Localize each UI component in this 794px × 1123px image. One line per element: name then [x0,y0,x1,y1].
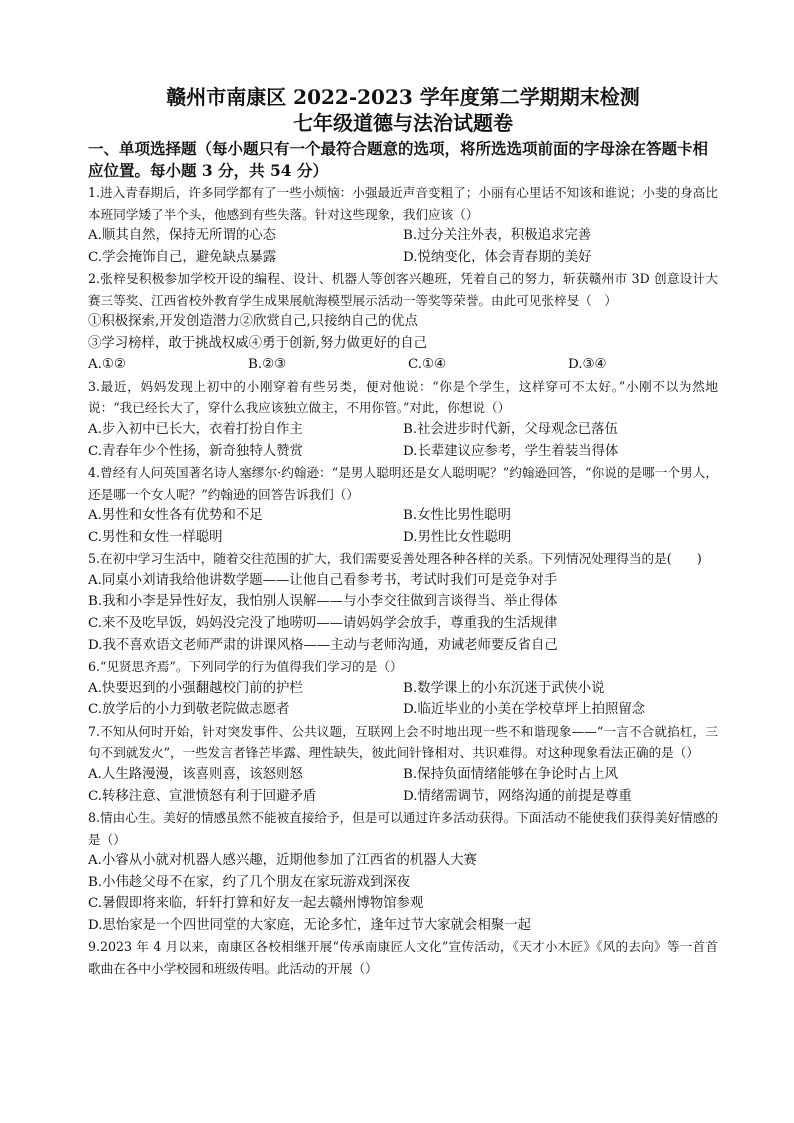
option-row [88,527,718,549]
exam-page [88,84,718,979]
option: D.长辈建议应参考，学生着装当得体 [403,443,619,459]
question-stem: 2.张梓旻积极参加学校开设的编程、设计、机器人等创客兴趣班，凭着自己的努力，斩获赣州市 3D 创意设计大赛三等奖、江西省校外教育学生成果展航海模型展示活动一等奖等荣誉。由此可见张梓旻（ ） [88,271,718,308]
option: D.我不喜欢语文老师严肃的讲课风格——主动与老师沟通，劝诫老师要反省自己 [88,637,558,653]
option: B.社会进步时代新，父母观念已落伍 [403,421,618,437]
question-stem: 7.不知从何时开始，针对突发事件、公共议题，互联网上会不时地出现一些不和谐现象——“一言不合就掐杠，三句不到就发火”，一些发言者锋芒毕露、理性缺失，彼此间针锋相对、共识难得。对这种现象看法正确的是（） [88,723,718,761]
option: B.②③ [248,357,287,373]
option: B.我和小李是异性好友，我怕别人误解——与小李交往做到言谈得当、举止得体 [88,594,558,610]
option: B.女性比男性聪明 [403,508,511,524]
option: C.放学后的小力到敬老院做志愿者 [88,702,290,718]
option: A.快要迟到的小强翻越校门前的护栏 [88,680,303,696]
option-row [88,419,718,441]
option: A.顺其自然，保持无所谓的心态 [88,228,277,243]
option: C.来不及吃早饭，妈妈没完没了地唠叨——请妈妈学会放手，尊重我的生活规律 [88,616,558,632]
statement-item: ①积极探索,开发创造潜力②欣赏自己,只接纳自己的优点 [88,314,418,330]
option: C.转移注意、宣泄愤怒有利于回避矛盾 [88,788,317,804]
question-stem: 9.2023 年 4 月以来，南康区各校相继开展“传承南康匠人文化”宣传活动，《天才小木匠》《风的去向》等一首首歌曲在各中小学校园和班级传唱。此活动的开展（） [88,939,718,976]
option: A.男性和女性各有优势和不足 [88,508,263,524]
option-row [88,505,718,527]
option: D.男性比女性聪明 [403,529,512,545]
option: D.临近毕业的小美在学校草坪上拍照留念 [403,702,646,718]
option: A.步入初中已长大，衣着打扮自作主 [88,421,303,437]
option-row [88,354,718,376]
exam-title: 赣州市南康区 2022-2023 学年度第二学期期末检测 [166,85,640,109]
option: B.小伟趁父母不在家，约了几个朋友在家玩游戏到深夜 [88,874,411,890]
statement-item: ③学习榜样，敢于挑战权威④勇于创新,努力做更好的自己 [88,335,428,351]
option-row [88,764,718,786]
question-stem: 8.情由心生。美好的情感虽然不能被直接给予，但是可以通过许多活动获得。下面活动不能使我们获得美好情感的是（） [88,810,718,847]
exam-subtitle: 七年级道德与法治试题卷 [293,111,513,135]
option: C.青春年少个性扬，新奇独特人赞赏 [88,443,303,459]
option: A.同桌小刘请我给他讲数学题——让他自己看参考书，考试时我们可是竞争对手 [88,572,558,588]
option: C.①④ [408,357,447,373]
option: B.保持负面情绪能够在争论时占上风 [403,766,618,782]
option: A.人生路漫漫，该喜则喜，该怒则怒 [88,766,303,782]
option: D.思怡家是一个四世同堂的大家庭，无论多忙，逢年过节大家就会相聚一起 [88,917,532,933]
option-row [88,247,718,269]
option: C.暑假即将来临，轩轩打算和好友一起去赣州博物馆参观 [88,896,424,912]
option: C.男性和女性一样聪明 [88,529,223,545]
question-stem: 4.曾经有人问英国著名诗人塞缪尔·约翰逊：“是男人聪明还是女人聪明呢？”约翰逊回答，“你说的是哪一个男人，还是哪一个女人呢？”约翰逊的回答告诉我们（） [88,465,718,502]
option-row [88,699,718,721]
question-stem: 3.最近，妈妈发现上初中的小刚穿着有些另类，便对他说：“你是个学生，这样穿可不太好。”小刚不以为然地说：“我已经长大了，穿什么我应该独立做主，不用你管。”对此，你想说（） [88,378,718,416]
question-stem: 1.进入青春期后，许多同学都有了一些小烦恼：小强最近声音变粗了；小丽有心里话不知该和谁说；小斐的身高比本班同学矮了半个头，他感到有些失落。针对这些现象，我们应该（） [88,185,718,222]
question-stem: 5.在初中学习生活中，随着交往范围的扩大，我们需要妥善处理各种各样的关系。下列情况处理得当的是( ) [88,551,702,567]
section-heading: 一、单项选择题（每小题只有一个最符合题意的选项，将所选选项前面的字母涂在答题卡相应位置。每小题 3 分，共 54 分） [88,139,709,180]
option-row [88,441,718,463]
question-stem: 6.“见贤思齐焉”。下列同学的行为值得我们学习的是（） [88,659,403,675]
option-row [88,225,718,247]
option: D.③④ [568,357,607,373]
option: A.小睿从小就对机器人感兴趣，近期他参加了江西省的机器人大赛 [88,853,477,869]
option: C.学会掩饰自己，避免缺点暴露 [88,249,277,265]
option: B.过分关注外表，积极追求完善 [403,228,592,243]
option: A.①② [88,357,126,373]
option: D.悦纳变化，体会青春期的美好 [403,249,592,265]
option-row [88,786,718,808]
option: D.情绪需调节，网络沟通的前提是尊重 [403,788,632,804]
option: B.数学课上的小东沉迷于武侠小说 [403,680,605,696]
option-row [88,678,718,700]
